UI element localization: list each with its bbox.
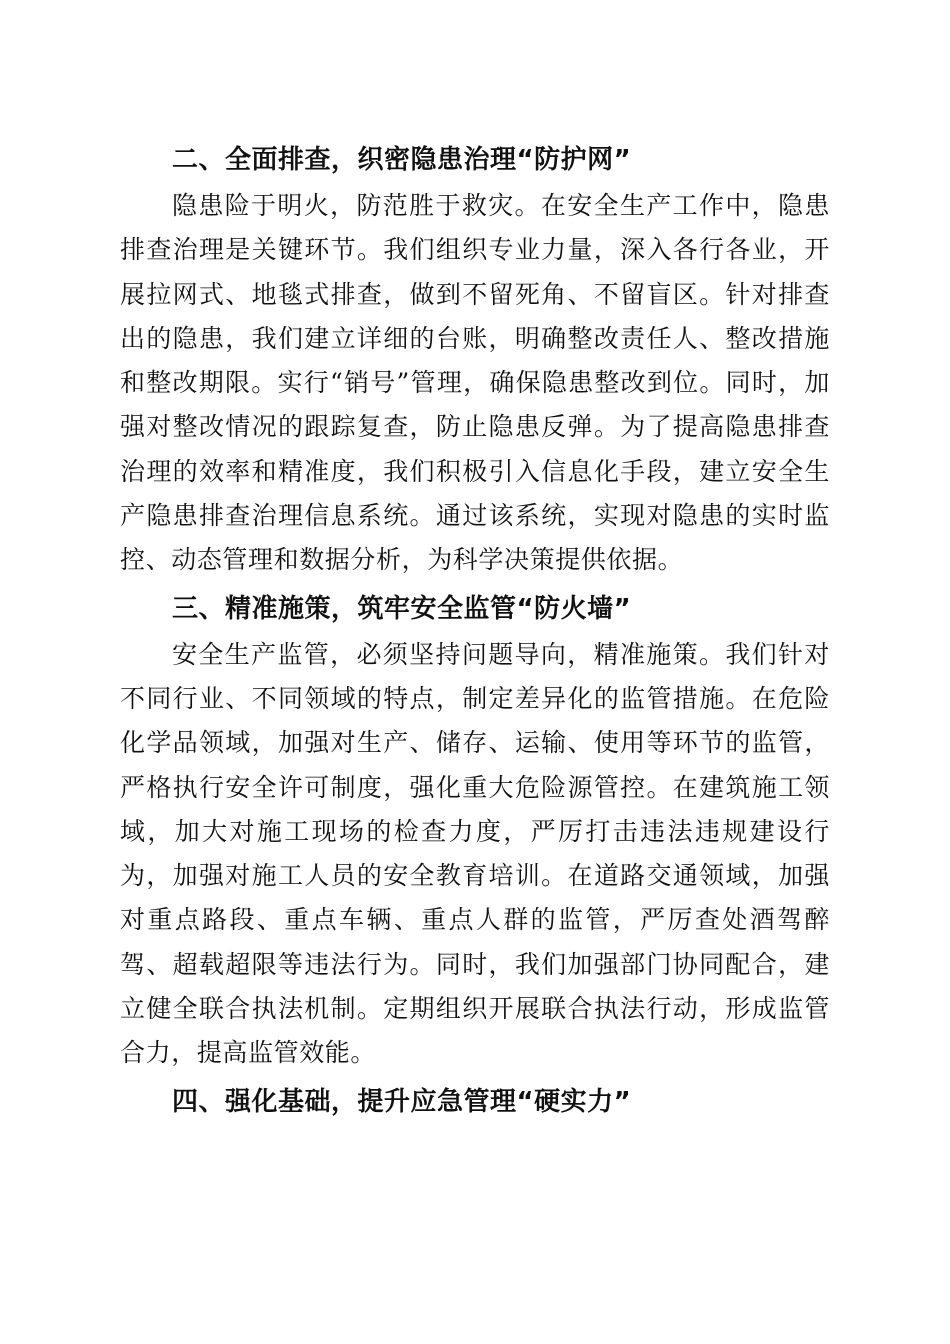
section-paragraph-3: 安全生产监管，必须坚持问题导向，精准施策。我们针对不同行业、不同领域的特点，制定差异化的监管措施。在危险化学品领域，加强对生产、储存、运输、使用等环节的监管，严格执行安全许可制度，强化重大危险源管控。在建筑施工领域，加大对施工现场的检查力度，严厉打击违法违规建设行为，加强对施工人员的安全教育培训。在道路交通领域，加强对重点路段、重点车辆、重点人群的监管，严厉查处酒驾醉驾、超载超限等违法行为。同时，我们加强部门协同配合，建立健全联合执法机制。定期组织开展联合执法行动，形成监管合力，提高监管效能。 xyxy=(120,639,830,1068)
section-heading-2: 二、全面排查，织密隐患治理“防护网” xyxy=(172,145,632,175)
document-body xyxy=(120,140,830,1122)
section-heading-4: 四、强化基础，提升应急管理“硬实力” xyxy=(172,1086,632,1117)
section-paragraph-2: 隐患险于明火，防范胜于救灾。在安全生产工作中，隐患排查治理是关键环节。我们组织专业力量，深入各行各业，开展拉网式、地毯式排查，做到不留死角、不留盲区。针对排查出的隐患，我们建立详细的台账，明确整改责任人、整改措施和整改期限。实行“销号”管理，确保隐患整改到位。同时，加强对整改情况的跟踪复查，防止隐患反弹。为了提高隐患排查治理的效率和精准度，我们积极引入信息化手段，建立安全生产隐患排查治理信息系统。通过该系统，实现对隐患的实时监控、动态管理和数据分析，为科学决策提供依据。 xyxy=(120,191,830,575)
section-heading-3: 三、精准施策，筑牢安全监管“防火墙” xyxy=(172,593,632,624)
